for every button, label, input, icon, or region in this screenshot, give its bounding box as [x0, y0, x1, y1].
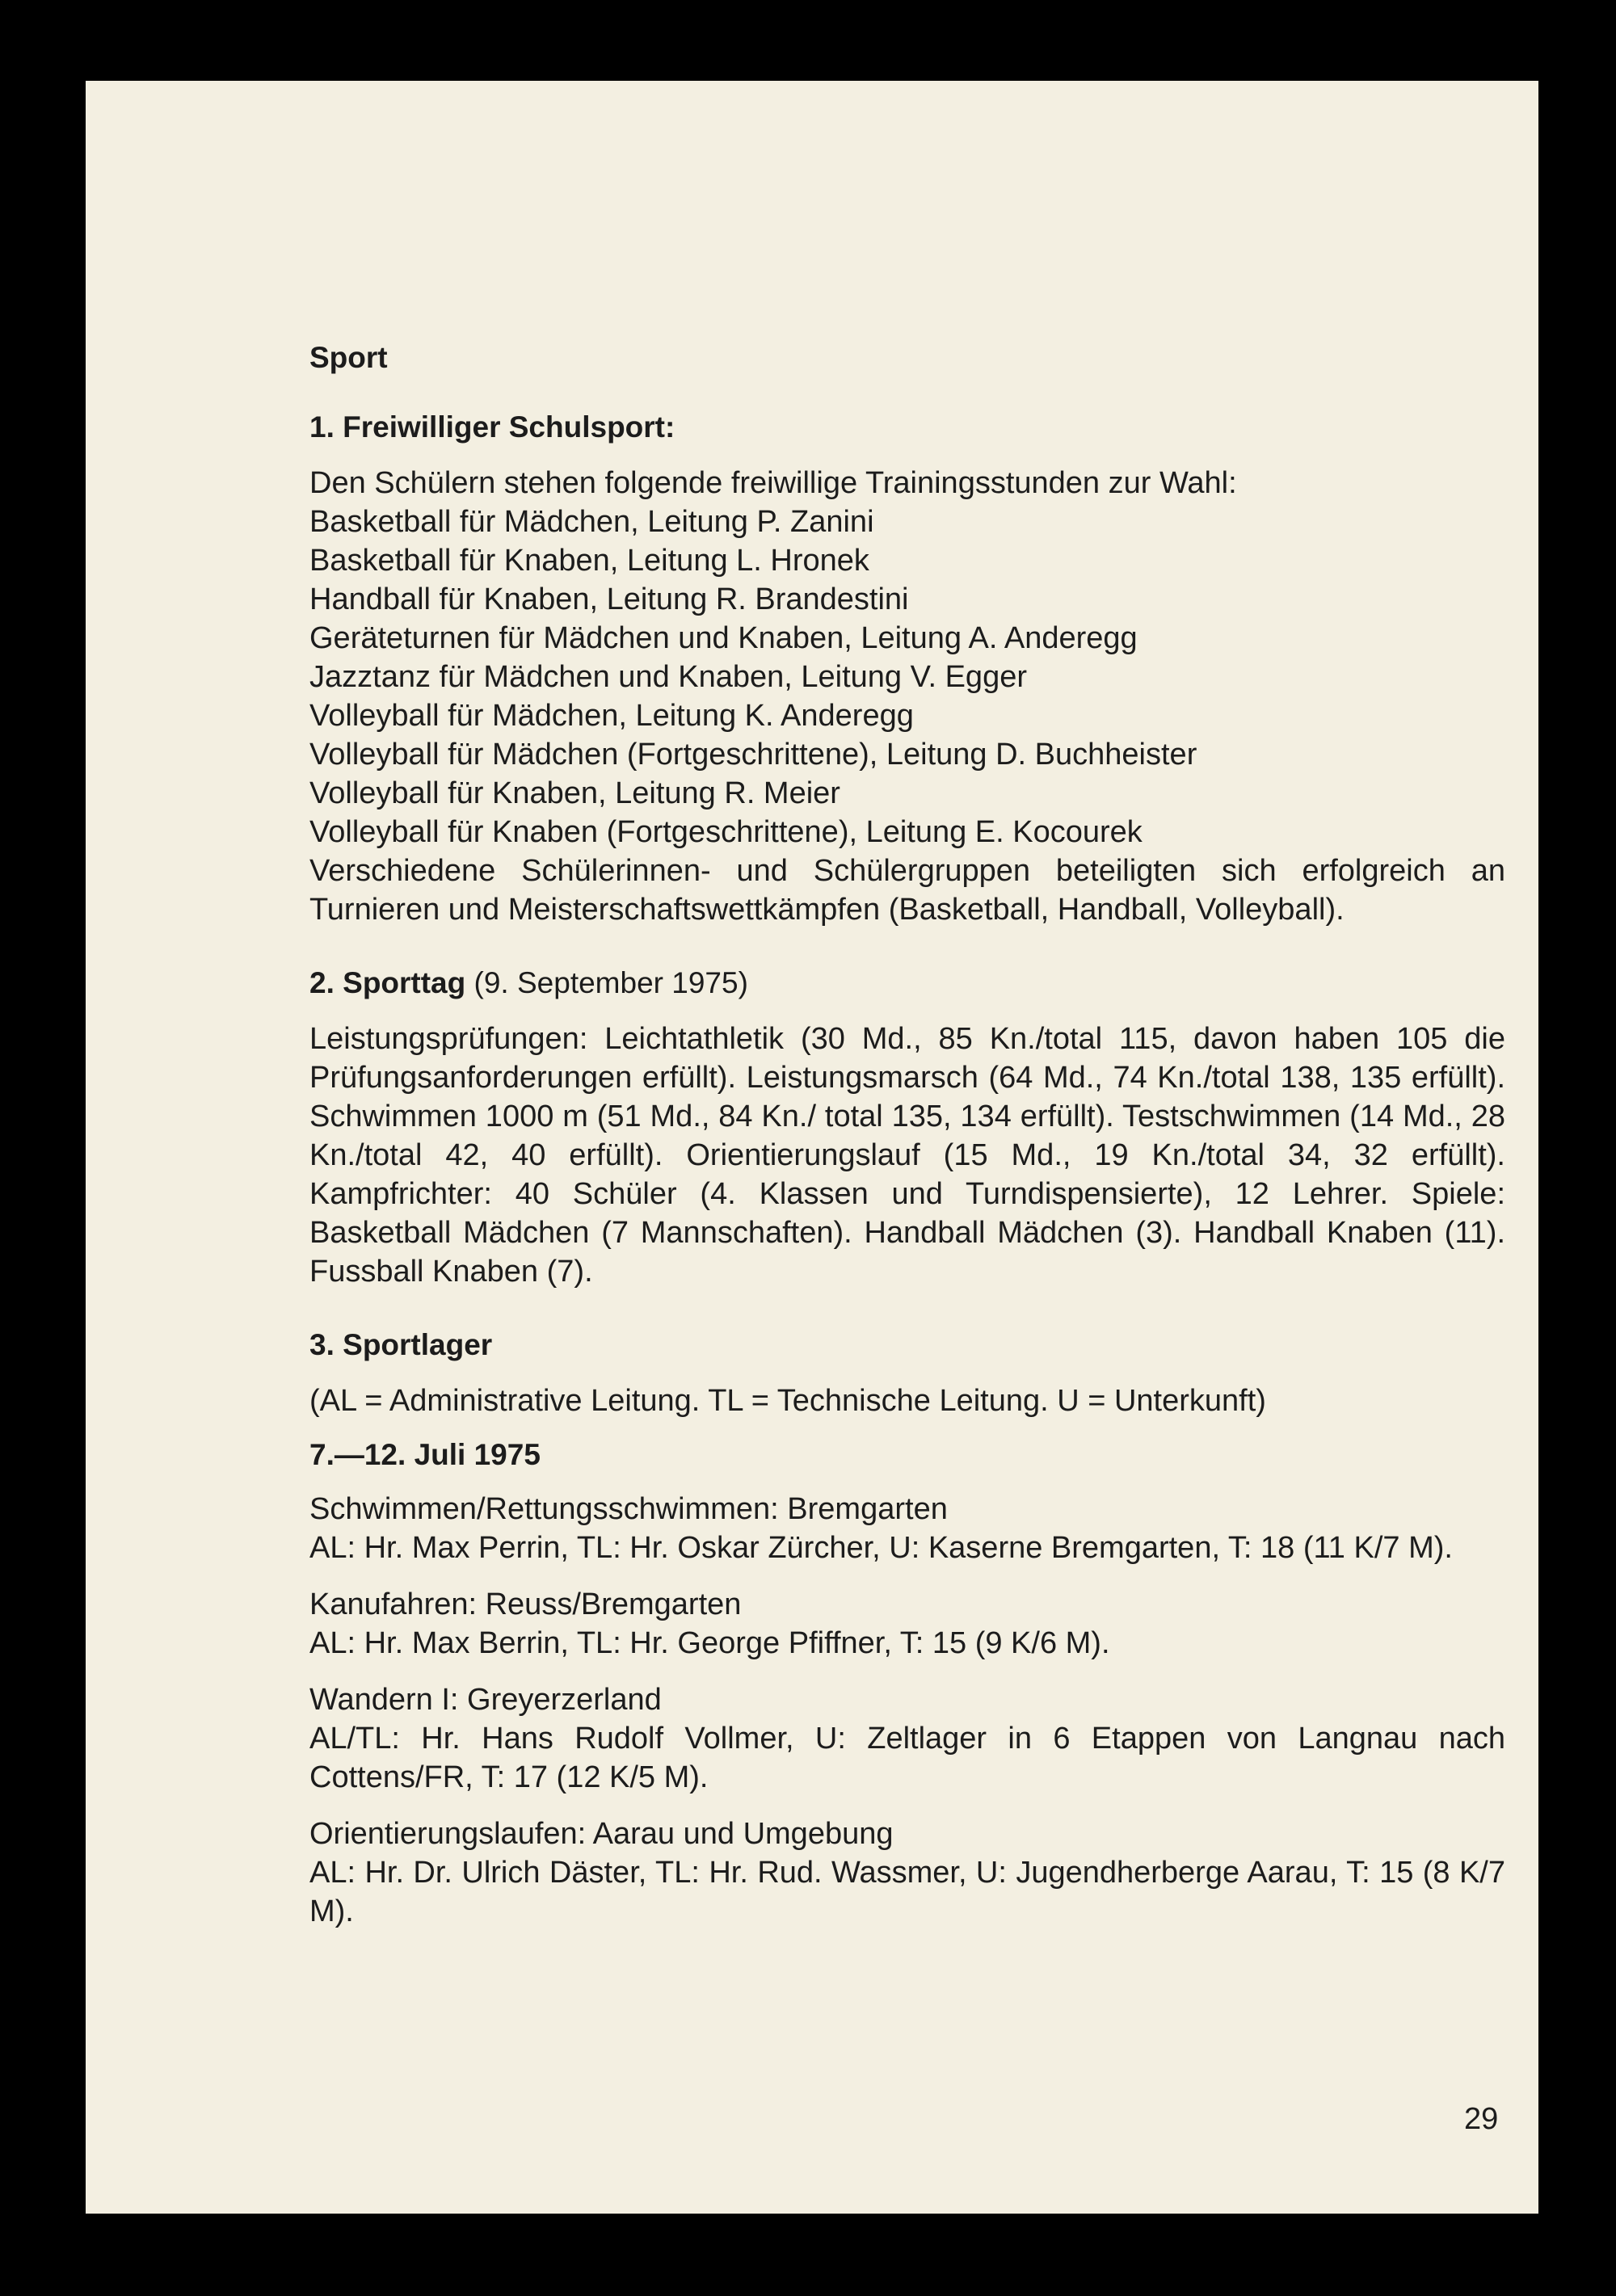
- list-item: Handball für Knaben, Leitung R. Brandestini: [309, 582, 909, 616]
- page-number: 29: [1464, 2102, 1499, 2136]
- section-sporttag: [309, 965, 1505, 1291]
- camp-entry: [309, 1815, 1505, 1931]
- camp-details: AL: Hr. Max Perrin, TL: Hr. Oskar Zürcher, U: Kaserne Bremgarten, T: 18 (11 K/7 M).: [309, 1531, 1453, 1565]
- section-heading-label: 2. Sporttag: [309, 966, 466, 999]
- text-line: Den Schülern stehen folgende freiwillige Trainingsstunden zur Wahl:: [309, 466, 1237, 500]
- page-content: [309, 339, 1505, 1949]
- list-item: Volleyball für Mädchen (Fortgeschrittene), Leitung D. Buchheister: [309, 738, 1197, 772]
- document-page: [86, 81, 1538, 2214]
- camp-title: Schwimmen/Rettungsschwimmen: Bremgarten: [309, 1492, 948, 1526]
- list-item: Geräteturnen für Mädchen und Knaben, Leitung A. Anderegg: [309, 621, 1138, 655]
- abbreviation-legend: (AL = Administrative Leitung. TL = Technische Leitung. U = Unterkunft): [309, 1384, 1266, 1418]
- camp-details: AL: Hr. Max Berrin, TL: Hr. George Pfiffner, T: 15 (9 K/6 M).: [309, 1626, 1110, 1660]
- list-item: Basketball für Knaben, Leitung L. Hronek: [309, 544, 869, 578]
- list-item: Volleyball für Knaben (Fortgeschrittene), Leitung E. Kocourek: [309, 815, 1143, 849]
- section-heading: 3. Sportlager: [309, 1328, 493, 1361]
- section-heading-date: (9. September 1975): [473, 966, 748, 999]
- section-heading: [309, 965, 1505, 1002]
- section-freiwilliger-schulsport: [309, 409, 1505, 929]
- camp-details: AL: Hr. Dr. Ulrich Däster, TL: Hr. Rud. Wassmer, U: Jugendherberge Aarau, T: 15 (8 K/7 M).: [309, 1856, 1505, 1928]
- camp-title: Kanufahren: Reuss/Bremgarten: [309, 1587, 742, 1621]
- camp-entry: [309, 1680, 1505, 1797]
- page-title: Sport: [309, 341, 388, 374]
- camp-details: AL/TL: Hr. Hans Rudolf Vollmer, U: Zeltlager in 6 Etappen von Langnau nach Cottens/FR, T: 17 (12 K/5 M).: [309, 1722, 1505, 1794]
- camp-title: Orientierungslaufen: Aarau und Umgebung: [309, 1817, 894, 1851]
- paragraph: Leistungsprüfungen: Leichtathletik (30 Md., 85 Kn./total 115, davon haben 105 die Prüfungsanforderungen erfüllt). Leistungsmarsch (64 Md., 74 Kn./total 138, 135 erfüllt). Schwimmen 1000 m (51 Md., 84 Kn./ total 135, 134 erfüllt). Testschwimmen (14 Md., 28 Kn./total 42, 40 erfüllt). Orientierungslauf (15 Md., 19 Kn./total 34, 32 erfüllt). Kampfrichter: 40 Schüler (4. Klassen und Turndispensierte), 12 Lehrer. Spiele: Basketball Mädchen (7 Mannschaften). Handball Mädchen (3). Handball Knaben (11). Fussball Knaben (7).: [309, 1022, 1505, 1289]
- paragraph: Verschiedene Schülerinnen- und Schülergruppen beteiligten sich erfolgreich an Turnieren und Meisterschaftswettkämpfen (Basketball, Handball, Volleyball).: [309, 854, 1505, 927]
- camp-title: Wandern I: Greyerzerland: [309, 1683, 662, 1717]
- list-item: Jazztanz für Mädchen und Knaben, Leitung V. Egger: [309, 660, 1027, 694]
- camp-entry: [309, 1585, 1505, 1663]
- section-heading: 1. Freiwilliger Schulsport:: [309, 410, 675, 444]
- list-item: Volleyball für Mädchen, Leitung K. Anderegg: [309, 699, 914, 733]
- camp-entry: [309, 1490, 1505, 1567]
- list-item: Basketball für Mädchen, Leitung P. Zanini: [309, 505, 874, 539]
- camp-date: 7.—12. Juli 1975: [309, 1438, 541, 1471]
- section-sportlager: [309, 1327, 1505, 1931]
- list-item: Volleyball für Knaben, Leitung R. Meier: [309, 776, 840, 810]
